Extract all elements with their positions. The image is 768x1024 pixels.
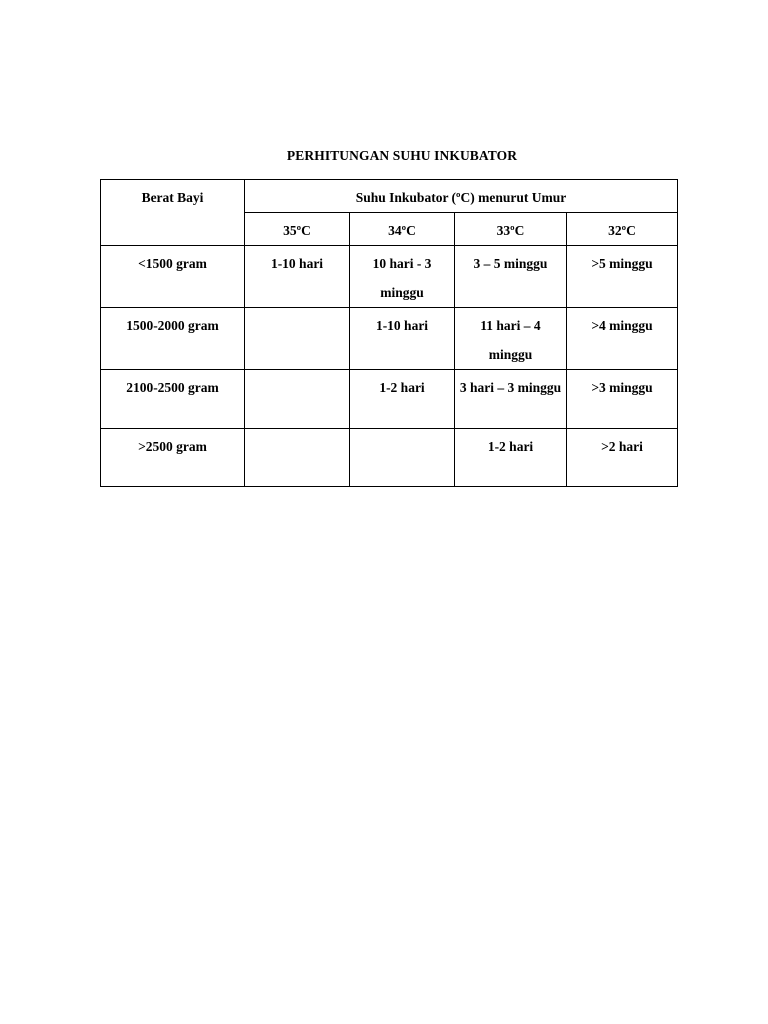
table-cell (245, 429, 350, 487)
table-cell (245, 370, 350, 429)
temperature-header-33: 33ºC (455, 213, 567, 246)
temperature-header-32: 32ºC (567, 213, 678, 246)
table-cell (245, 308, 350, 370)
table-row (101, 246, 678, 308)
table-cell: >5 minggu (567, 246, 678, 308)
table-cell: 1-2 hari (350, 370, 455, 429)
table-row (101, 308, 678, 370)
weight-cell: <1500 gram (101, 246, 245, 308)
table-cell: >4 minggu (567, 308, 678, 370)
weight-cell: 1500-2000 gram (101, 308, 245, 370)
temperature-group-header: Suhu Inkubator (ºC) menurut Umur (245, 180, 678, 213)
incubator-temperature-table (100, 179, 678, 487)
temperature-header-35: 35ºC (245, 213, 350, 246)
table-cell: 10 hari - 3 minggu (350, 246, 455, 308)
table-cell: 3 hari – 3 minggu (455, 370, 567, 429)
table-cell (350, 429, 455, 487)
table-cell: 1-2 hari (455, 429, 567, 487)
table-cell: 11 hari – 4 minggu (455, 308, 567, 370)
weight-column-header: Berat Bayi (101, 180, 245, 246)
table-cell: 3 – 5 minggu (455, 246, 567, 308)
header-row (101, 180, 678, 213)
table-row (101, 429, 678, 487)
table-cell: 1-10 hari (350, 308, 455, 370)
table-cell: 1-10 hari (245, 246, 350, 308)
temperature-header-34: 34ºC (350, 213, 455, 246)
table-row (101, 370, 678, 429)
table-cell: >2 hari (567, 429, 678, 487)
page-title: PERHITUNGAN SUHU INKUBATOR (286, 148, 518, 163)
table-cell: >3 minggu (567, 370, 678, 429)
weight-cell: >2500 gram (101, 429, 245, 487)
weight-cell: 2100-2500 gram (101, 370, 245, 429)
